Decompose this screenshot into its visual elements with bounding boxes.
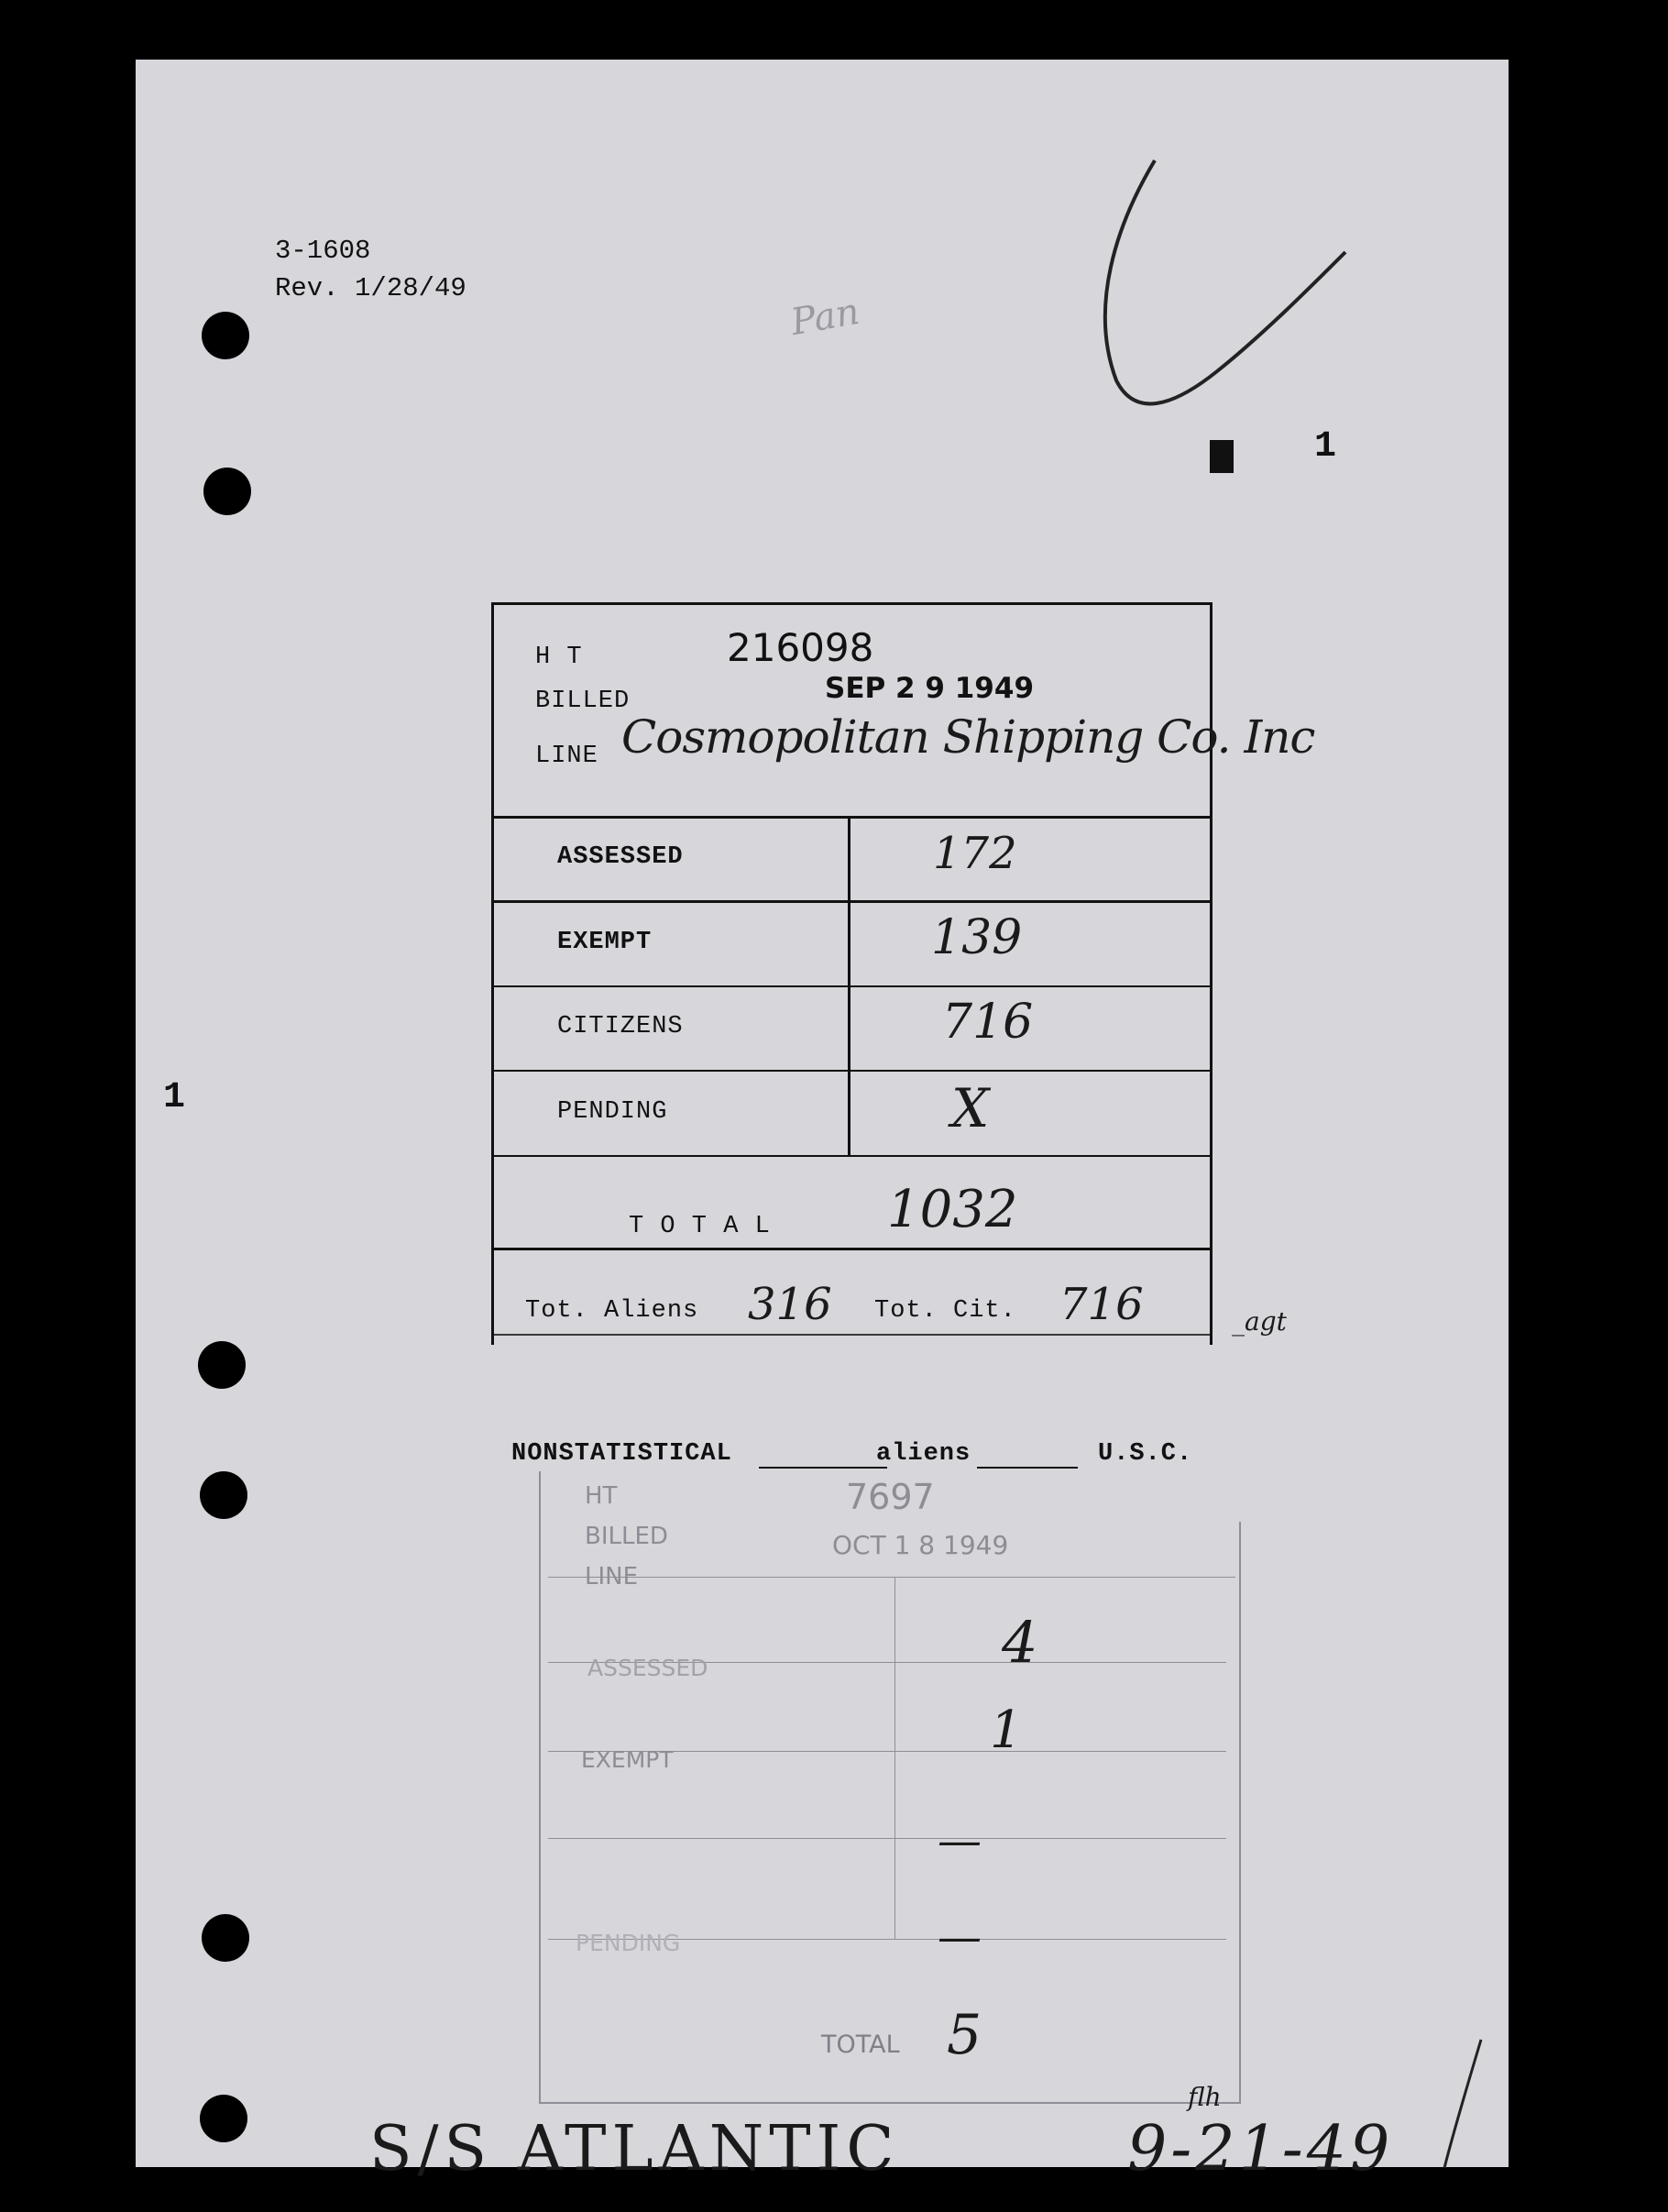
- exempt2-value: 1: [990, 1700, 1023, 1760]
- side-note: _agt: [1232, 1306, 1287, 1337]
- billed-label: BILLED: [535, 688, 631, 715]
- line-value: Cosmopolitan Shipping Co. Inc: [621, 710, 1315, 764]
- citizens-value: 716: [942, 995, 1034, 1050]
- punch-hole: [202, 312, 249, 359]
- punch-hole: [203, 468, 251, 515]
- punch-hole: [202, 1914, 249, 1962]
- form-number: 3-1608: [275, 236, 371, 266]
- exempt-label: EXEMPT: [557, 929, 653, 956]
- total-label: T O T A L: [629, 1213, 771, 1240]
- billed-date-stamp: SEP 2 9 1949: [825, 672, 1035, 705]
- punch-hole: [198, 1341, 246, 1389]
- assessed2-label: ASSESSED: [587, 1655, 708, 1681]
- assessed-value: 172: [933, 828, 1017, 879]
- tot-aliens-label: Tot. Aliens: [525, 1297, 699, 1325]
- pending2-value: —: [938, 1911, 982, 1963]
- top-scrawl: Pan: [787, 290, 863, 345]
- exempt-value: 139: [931, 910, 1023, 965]
- citizens2-value: —: [938, 1815, 982, 1866]
- punch-hole: [200, 2095, 247, 2142]
- nonstatistical-usc-label: U.S.C.: [1098, 1440, 1193, 1468]
- side-mark: 1: [163, 1077, 186, 1118]
- nonstatistical-aliens-label: aliens: [876, 1440, 971, 1468]
- ht-number: 216098: [727, 625, 874, 670]
- line-label: LINE: [535, 743, 598, 770]
- ship-name: S/S ATLANTIC: [369, 2113, 900, 2185]
- assessed2-value: 4: [1002, 1609, 1038, 1676]
- tot-cit-value: 716: [1059, 1279, 1144, 1330]
- ht2-label: HT: [585, 1482, 618, 1510]
- document-page: [136, 60, 1509, 2185]
- billed2-label: BILLED: [585, 1523, 668, 1550]
- tot-aliens-value: 316: [748, 1279, 832, 1330]
- assessed-label: ASSESSED: [557, 843, 684, 871]
- total2-value: 5: [947, 2003, 982, 2067]
- billed2-date-stamp: OCT 1 8 1949: [832, 1530, 1009, 1560]
- form-revision: Rev. 1/28/49: [275, 273, 466, 303]
- footer-initials: flh: [1188, 2082, 1222, 2112]
- footer-date: 9-21-49: [1127, 2113, 1394, 2185]
- ht2-number: 7697: [846, 1477, 935, 1517]
- ink-smudge: [1210, 440, 1234, 473]
- ht-label: H T: [535, 644, 583, 671]
- tot-cit-label: Tot. Cit.: [874, 1297, 1016, 1325]
- total2-label: TOTAL: [821, 2030, 900, 2059]
- pending-label: PENDING: [557, 1098, 668, 1126]
- nonstatistical-label: NONSTATISTICAL: [511, 1440, 732, 1468]
- exempt2-label: EXEMPT: [581, 1746, 674, 1773]
- page-number: 1: [1314, 426, 1337, 468]
- line2-label: LINE: [585, 1563, 639, 1590]
- edge-mark: [1426, 2030, 1499, 2177]
- check-mark: [1080, 151, 1355, 454]
- pending2-label: PENDING: [576, 1930, 681, 1956]
- pending-value: X: [951, 1077, 990, 1139]
- punch-hole: [200, 1471, 247, 1519]
- citizens-label: CITIZENS: [557, 1013, 684, 1040]
- total-value: 1032: [887, 1180, 1018, 1239]
